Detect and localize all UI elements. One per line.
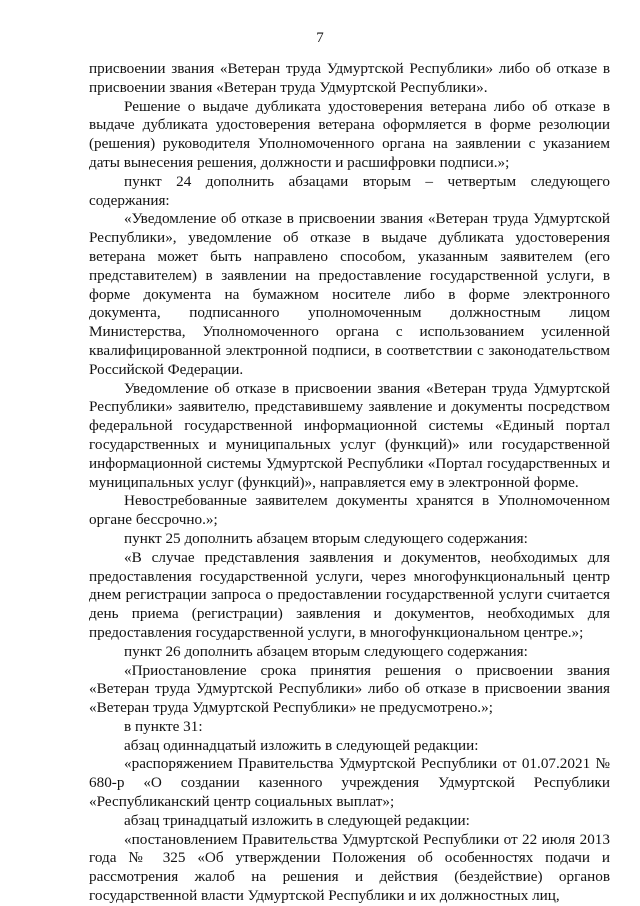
paragraph-13: «распоряжением Правительства Удмуртской Республики от 01.07.2021 № 680-р «О создании казенного учреждения Удмуртской Республики «Республиканский центр социальных выплат»;: [89, 755, 610, 811]
paragraph-6: Невостребованные заявителем документы хранятся в Уполномоченном органе бессрочно.»;: [89, 492, 610, 529]
paragraph-15: «постановлением Правительства Удмуртской Республики от 22 июля 2013 года № 325 «Об утверждении Положения об особенностях подачи и рассмотрения жалоб на решения и действия (бездействие) органов государственной власти Удмуртской Республики и их должностных лиц,: [89, 830, 610, 905]
paragraph-7: пункт 25 дополнить абзацем вторым следующего содержания:: [124, 529, 528, 547]
paragraph-10: «Приостановление срока принятия решения о присвоении звания «Ветеран труда Удмуртской Республики» либо об отказе в присвоении звания «Ветеран труда Удмуртской Республики» не предусмотрено.»;: [89, 661, 610, 717]
document-body: [89, 60, 610, 906]
paragraph-1: присвоении звания «Ветеран труда Удмуртской Республики» либо об отказе в присвоении звания «Ветеран труда Удмуртской Республики».: [89, 60, 610, 96]
paragraph-5: Уведомление об отказе в присвоении звания «Ветеран труда Удмуртской Республики» заявителю, представившему заявление и документы посредством федеральной государственной информационной системы «Единый портал государственных и муниципальных услуг (функций)» или государственной информационной системы Удмуртской Республики «Портал государственных и муниципальных услуг (функций)», направляется ему в электронной форме.: [89, 379, 610, 491]
paragraph-9: пункт 26 дополнить абзацем вторым следующего содержания:: [124, 642, 528, 660]
page-number: 7: [316, 30, 324, 46]
paragraph-4: «Уведомление об отказе в присвоении звания «Ветеран труда Удмуртской Республики», уведомление об отказе в выдаче дубликата удостоверения ветерана может быть направлено способом, указанным заявителем (его представителем) в заявлении на предоставление государственной услуги, в форме документа на бумажном носителе либо в форме электронного документа, подписанного уполномоченным должностным лицом Министерства, Уполномоченного органа с использованием усиленной квалифицированной электронной подписи, в соответствии с законодательством Российской Федерации.: [89, 210, 610, 378]
paragraph-8: «В случае представления заявления и документов, необходимых для предоставления государственной услуги, через многофункциональный центр днем регистрации запроса о предоставлении государственной услуги считается день приема (регистрации) заявления и документов, необходимых для предоставления государственной услуги, в многофункциональном центре.»;: [89, 548, 610, 641]
paragraph-12: абзац одиннадцатый изложить в следующей редакции:: [124, 736, 479, 754]
paragraph-3: пункт 24 дополнить абзацами вторым – четвертым следующего содержания:: [89, 172, 610, 209]
paragraph-11: в пункте 31:: [124, 717, 203, 735]
paragraph-2: Решение о выдаче дубликата удостоверения ветерана либо об отказе в выдаче дубликата удостоверения ветерана оформляется в форме резолюции (решения) руководителя Уполномоченного органа на заявлении с указанием даты вынесения решения, должности и расшифровки подписи.»;: [89, 97, 610, 171]
paragraph-14: абзац тринадцатый изложить в следующей редакции:: [124, 811, 470, 829]
